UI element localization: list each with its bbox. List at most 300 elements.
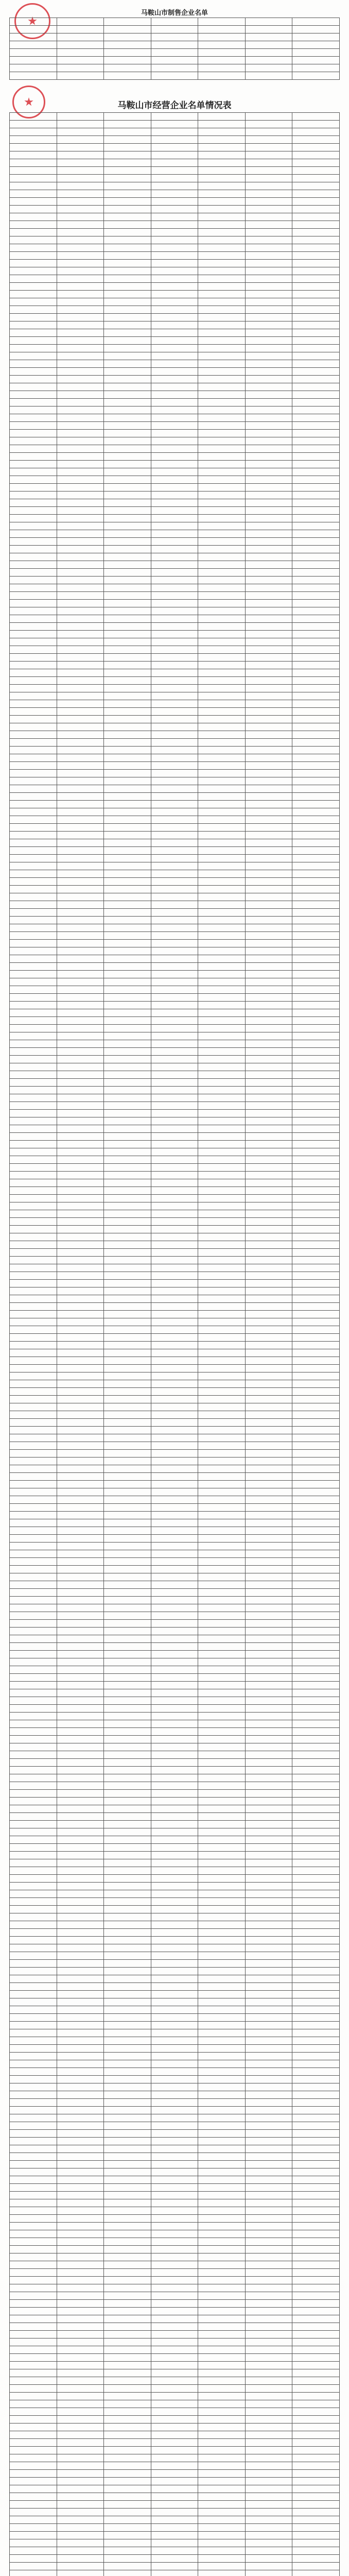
- table-cell: [292, 1357, 340, 1365]
- table-row: [10, 947, 340, 955]
- table-cell: [104, 855, 151, 862]
- table-cell: [245, 747, 292, 754]
- table-cell: [151, 2323, 198, 2331]
- table-cell: [151, 2454, 198, 2462]
- table-cell: [104, 2509, 151, 2516]
- table-cell: [245, 1357, 292, 1365]
- table-cell: [151, 283, 198, 291]
- table-cell: [245, 2308, 292, 2315]
- table-cell: [292, 2323, 340, 2331]
- table-cell: [10, 2253, 57, 2261]
- table-cell: [245, 553, 292, 561]
- table-cell: [292, 1342, 340, 1349]
- table-cell: [57, 2424, 104, 2431]
- table-row: [10, 940, 340, 947]
- table-cell: [292, 1975, 340, 1983]
- table-cell: [57, 1303, 104, 1311]
- table-cell: [198, 1380, 246, 1388]
- table-cell: [10, 64, 57, 72]
- table-cell: [104, 2076, 151, 2083]
- table-cell: [10, 1774, 57, 1782]
- table-cell: [292, 2246, 340, 2253]
- table-cell: [245, 1048, 292, 1056]
- table-cell: [151, 723, 198, 731]
- table-cell: [10, 1403, 57, 1411]
- table-cell: [198, 1202, 246, 1210]
- table-cell: [57, 1009, 104, 1017]
- table-cell: [104, 1867, 151, 1875]
- table-cell: [57, 72, 104, 80]
- table-cell: [245, 1651, 292, 1658]
- table-cell: [198, 1589, 246, 1597]
- table-cell: [198, 1063, 246, 1071]
- table-cell: [151, 522, 198, 530]
- table-cell: [57, 1318, 104, 1326]
- table-cell: [245, 1705, 292, 1713]
- table-cell: [57, 461, 104, 468]
- table-cell: [198, 692, 246, 700]
- table-cell: [104, 2431, 151, 2439]
- table-cell: [198, 64, 246, 72]
- table-row: [10, 2207, 340, 2215]
- table-cell: [245, 229, 292, 236]
- table-row: [10, 2284, 340, 2292]
- table-cell: [292, 360, 340, 368]
- table-cell: [151, 940, 198, 947]
- table-cell: [104, 1759, 151, 1767]
- table-cell: [104, 2029, 151, 2037]
- table-cell: [151, 128, 198, 136]
- table-cell: [245, 917, 292, 924]
- table-cell: [104, 2068, 151, 2076]
- table-cell: [57, 406, 104, 414]
- table-cell: [57, 206, 104, 213]
- table-cell: [245, 2076, 292, 2083]
- table-cell: [198, 1944, 246, 1952]
- table-cell: [292, 1759, 340, 1767]
- table-cell: [57, 2524, 104, 2532]
- table-row: [10, 151, 340, 159]
- table-cell: [104, 2014, 151, 2022]
- table-cell: [10, 2261, 57, 2269]
- table-cell: [245, 1172, 292, 1179]
- table-cell: [104, 1465, 151, 1473]
- table-cell: [292, 785, 340, 793]
- table-cell: [10, 1303, 57, 1311]
- table-cell: [292, 654, 340, 662]
- table-cell: [198, 1573, 246, 1581]
- table-cell: [10, 569, 57, 577]
- table-cell: [104, 1280, 151, 1287]
- table-cell: [151, 2493, 198, 2501]
- table-cell: [245, 1303, 292, 1311]
- table-cell: [292, 1921, 340, 1929]
- table-cell: [198, 1921, 246, 1929]
- table-row: [10, 1867, 340, 1875]
- table-cell: [292, 1071, 340, 1079]
- table-row: [10, 1450, 340, 1458]
- table-cell: [198, 762, 246, 770]
- table-cell: [57, 182, 104, 190]
- table-cell: [198, 33, 246, 41]
- table-row: [10, 1048, 340, 1056]
- table-cell: [57, 561, 104, 569]
- table-cell: [198, 1226, 246, 1233]
- table-cell: [245, 669, 292, 677]
- table-cell: [104, 1048, 151, 1056]
- table-cell: [151, 1257, 198, 1264]
- table-cell: [245, 1543, 292, 1550]
- table-row: [10, 1689, 340, 1697]
- table-row: [10, 538, 340, 546]
- table-cell: [10, 1813, 57, 1821]
- table-cell: [292, 1836, 340, 1844]
- table-cell: [104, 893, 151, 901]
- table-row: [10, 1411, 340, 1419]
- table-cell: [151, 1875, 198, 1883]
- table-cell: [198, 584, 246, 592]
- table-cell: [10, 978, 57, 986]
- table-cell: [57, 329, 104, 337]
- table-row: [10, 677, 340, 685]
- table-cell: [292, 291, 340, 298]
- table-cell: [151, 2369, 198, 2377]
- table-row: [10, 499, 340, 507]
- table-cell: [198, 940, 246, 947]
- table-cell: [10, 41, 57, 49]
- table-cell: [292, 445, 340, 453]
- table-row: [10, 1303, 340, 1311]
- table-row: [10, 1805, 340, 1813]
- table-row: [10, 2462, 340, 2470]
- table-row: [10, 2516, 340, 2524]
- table-cell: [57, 1187, 104, 1195]
- table-cell: [292, 631, 340, 638]
- table-cell: [57, 499, 104, 507]
- table-cell: [57, 2478, 104, 2485]
- table-cell: [104, 144, 151, 151]
- table-row: [10, 1821, 340, 1828]
- table-row: [10, 1944, 340, 1952]
- table-row: [10, 1589, 340, 1597]
- table-cell: [292, 376, 340, 383]
- table-cell: [292, 1890, 340, 1898]
- table-cell: [57, 2563, 104, 2570]
- table-cell: [57, 1883, 104, 1890]
- table-cell: [292, 1859, 340, 1867]
- table-row: [10, 1527, 340, 1535]
- table-row: [10, 445, 340, 453]
- table-cell: [151, 1349, 198, 1357]
- table-cell: [245, 801, 292, 808]
- table-cell: [151, 607, 198, 615]
- table-cell: [292, 1334, 340, 1342]
- table-cell: [292, 1674, 340, 1682]
- table-cell: [57, 1458, 104, 1465]
- table-cell: [104, 476, 151, 484]
- table-cell: [151, 2400, 198, 2408]
- table-row: [10, 1728, 340, 1736]
- table-cell: [245, 886, 292, 893]
- table-cell: [245, 2053, 292, 2060]
- table-cell: [292, 26, 340, 33]
- table-cell: [198, 1620, 246, 1628]
- table-cell: [57, 283, 104, 291]
- table-cell: [198, 708, 246, 716]
- table-cell: [151, 1620, 198, 1628]
- table-cell: [198, 839, 246, 847]
- table-cell: [104, 2230, 151, 2238]
- table-cell: [10, 1875, 57, 1883]
- table-row: [10, 1713, 340, 1720]
- table-cell: [57, 2068, 104, 2076]
- table-cell: [10, 1720, 57, 1728]
- table-cell: [198, 2439, 246, 2447]
- table-cell: [57, 229, 104, 236]
- table-row: [10, 878, 340, 886]
- table-cell: [245, 221, 292, 229]
- table-cell: [10, 128, 57, 136]
- table-cell: [198, 1496, 246, 1504]
- table-cell: [198, 1906, 246, 1913]
- table-cell: [104, 2184, 151, 2192]
- table-cell: [10, 175, 57, 182]
- table-cell: [245, 2501, 292, 2509]
- table-cell: [198, 1689, 246, 1697]
- table-cell: [10, 376, 57, 383]
- table-cell: [198, 592, 246, 600]
- table-cell: [151, 2207, 198, 2215]
- table-cell: [198, 947, 246, 955]
- table-cell: [104, 669, 151, 677]
- table-cell: [104, 1056, 151, 1063]
- table-cell: [292, 592, 340, 600]
- table-cell: [104, 1357, 151, 1365]
- table-cell: [10, 1264, 57, 1272]
- table-row: [10, 685, 340, 692]
- table-cell: [104, 507, 151, 515]
- table-cell: [292, 1573, 340, 1581]
- table-cell: [292, 1048, 340, 1056]
- table-cell: [245, 2493, 292, 2501]
- table-cell: [292, 723, 340, 731]
- table-cell: [57, 2501, 104, 2509]
- table-cell: [57, 1604, 104, 1612]
- table-cell: [57, 1087, 104, 1094]
- table-cell: [151, 731, 198, 739]
- table-cell: [151, 2532, 198, 2539]
- table-cell: [151, 2029, 198, 2037]
- table-cell: [10, 1427, 57, 1434]
- table-cell: [104, 770, 151, 777]
- table-cell: [151, 669, 198, 677]
- table-cell: [245, 1079, 292, 1087]
- table-cell: [10, 1798, 57, 1805]
- table-cell: [151, 631, 198, 638]
- table-cell: [245, 1334, 292, 1342]
- table-cell: [10, 2300, 57, 2308]
- table-cell: [292, 414, 340, 422]
- table-cell: [245, 329, 292, 337]
- table-cell: [198, 2068, 246, 2076]
- table-cell: [198, 994, 246, 1002]
- table-cell: [292, 461, 340, 468]
- table-cell: [57, 1512, 104, 1519]
- table-row: [10, 2470, 340, 2478]
- table-cell: [151, 530, 198, 538]
- table-cell: [10, 113, 57, 121]
- table-cell: [292, 2539, 340, 2547]
- table-cell: [104, 2323, 151, 2331]
- table-cell: [57, 2315, 104, 2323]
- table-cell: [104, 700, 151, 708]
- table-row: [10, 252, 340, 260]
- table-cell: [245, 1883, 292, 1890]
- table-cell: [198, 924, 246, 932]
- table-cell: [245, 2130, 292, 2138]
- table-cell: [292, 321, 340, 329]
- table-cell: [10, 72, 57, 80]
- table-cell: [57, 530, 104, 538]
- table-cell: [57, 631, 104, 638]
- table-cell: [10, 1975, 57, 1983]
- table-row: [10, 1388, 340, 1396]
- table-cell: [151, 770, 198, 777]
- table-cell: [292, 2331, 340, 2338]
- table-cell: [10, 2037, 57, 2045]
- table-cell: [10, 2338, 57, 2346]
- table-cell: [104, 49, 151, 57]
- table-cell: [104, 360, 151, 368]
- table-cell: [198, 422, 246, 430]
- table-cell: [292, 1844, 340, 1852]
- table-cell: [104, 1527, 151, 1535]
- table-cell: [104, 631, 151, 638]
- table-cell: [198, 1682, 246, 1689]
- table-cell: [104, 391, 151, 399]
- table-cell: [10, 1434, 57, 1442]
- table-cell: [292, 1187, 340, 1195]
- table-cell: [57, 932, 104, 940]
- table-cell: [198, 832, 246, 839]
- table-cell: [198, 1326, 246, 1334]
- table-row: [10, 986, 340, 994]
- table-row: [10, 190, 340, 198]
- table-cell: [104, 708, 151, 716]
- table-cell: [292, 1488, 340, 1496]
- table-cell: [292, 2454, 340, 2462]
- table-cell: [104, 1202, 151, 1210]
- table-cell: [57, 747, 104, 754]
- table-row: [10, 492, 340, 499]
- table-row: [10, 314, 340, 321]
- table-cell: [245, 909, 292, 917]
- table-cell: [104, 1767, 151, 1774]
- table-cell: [104, 198, 151, 206]
- table-cell: [104, 1473, 151, 1481]
- table-cell: [245, 1156, 292, 1164]
- table-cell: [245, 1372, 292, 1380]
- table-cell: [151, 2223, 198, 2230]
- table-cell: [10, 1125, 57, 1133]
- table-row: [10, 1759, 340, 1767]
- table-cell: [10, 1017, 57, 1025]
- table-cell: [245, 414, 292, 422]
- table-cell: [10, 2331, 57, 2338]
- table-cell: [57, 1991, 104, 1998]
- table-cell: [292, 2006, 340, 2014]
- table-cell: [198, 2509, 246, 2516]
- table-cell: [104, 1040, 151, 1048]
- table-cell: [104, 1388, 151, 1396]
- table-cell: [198, 1836, 246, 1844]
- table-cell: [245, 492, 292, 499]
- table-cell: [104, 1558, 151, 1566]
- table-cell: [151, 1828, 198, 1836]
- table-cell: [104, 824, 151, 832]
- table-cell: [151, 1890, 198, 1898]
- table-row: [10, 33, 340, 41]
- table-row: [10, 1929, 340, 1937]
- table-cell: [104, 2369, 151, 2377]
- table-row: [10, 2083, 340, 2091]
- table-cell: [292, 770, 340, 777]
- table-cell: [57, 739, 104, 747]
- table-cell: [292, 1195, 340, 1202]
- table-cell: [10, 623, 57, 631]
- table-cell: [10, 1550, 57, 1558]
- table-row: [10, 1349, 340, 1357]
- table-cell: [10, 244, 57, 252]
- table-cell: [104, 1365, 151, 1372]
- table-cell: [245, 72, 292, 80]
- table-cell: [104, 1782, 151, 1790]
- table-cell: [104, 1009, 151, 1017]
- table-cell: [10, 777, 57, 785]
- table-cell: [151, 1844, 198, 1852]
- table-cell: [10, 430, 57, 437]
- table-cell: [57, 1828, 104, 1836]
- table-cell: [245, 144, 292, 151]
- table-row: [10, 2122, 340, 2130]
- table-cell: [245, 2524, 292, 2532]
- table-row: [10, 1202, 340, 1210]
- table-cell: [57, 1697, 104, 1705]
- table-cell: [292, 1527, 340, 1535]
- table-cell: [104, 2416, 151, 2424]
- table-cell: [245, 1898, 292, 1906]
- table-cell: [57, 267, 104, 275]
- table-cell: [10, 1535, 57, 1543]
- table-cell: [151, 1883, 198, 1890]
- table-cell: [198, 1427, 246, 1434]
- table-cell: [57, 1172, 104, 1179]
- table-cell: [10, 1465, 57, 1473]
- table-cell: [10, 723, 57, 731]
- table-cell: [10, 592, 57, 600]
- table-cell: [104, 2215, 151, 2223]
- table-cell: [10, 360, 57, 368]
- table-cell: [198, 437, 246, 445]
- table-cell: [198, 677, 246, 685]
- table-cell: [104, 878, 151, 886]
- table-cell: [245, 306, 292, 314]
- table-row: [10, 1257, 340, 1264]
- table-cell: [10, 221, 57, 229]
- table-cell: [104, 2053, 151, 2060]
- table-cell: [10, 136, 57, 144]
- table-cell: [198, 461, 246, 468]
